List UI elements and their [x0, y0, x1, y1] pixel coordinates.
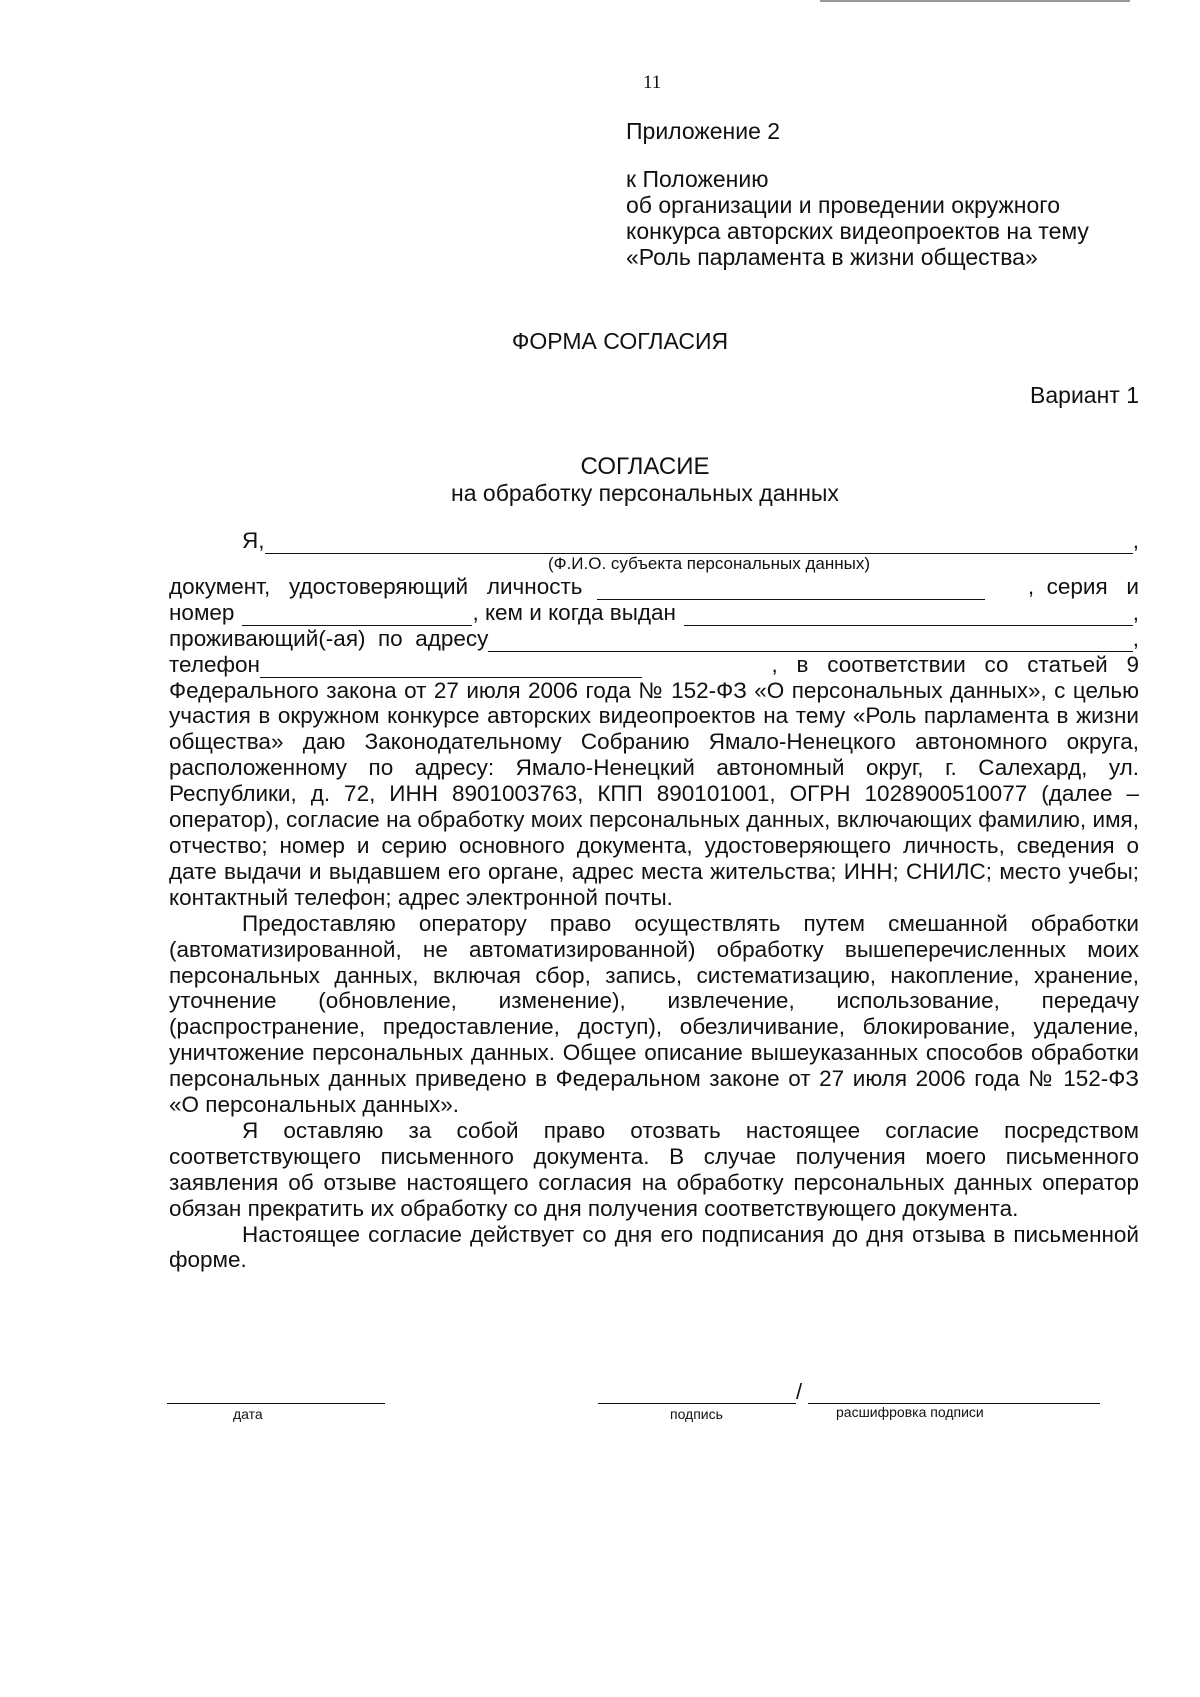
address-end: ,	[1132, 625, 1139, 651]
signature-slash: /	[796, 1379, 803, 1404]
page-number: 11	[643, 72, 662, 93]
form-title: ФОРМА СОГЛАСИЯ	[511, 328, 729, 354]
signature-label: подпись	[670, 1406, 723, 1422]
document-label: документ, удостоверяющий личность	[169, 573, 583, 599]
consent-subtitle: на обработку персональных данных	[451, 480, 839, 506]
consent-heading	[0, 454, 1200, 506]
rights-paragraph: Предоставляю оператору право осуществлять путем смешанной обработки (автоматизированной, не автоматизированной) обработку вышеперечисленных моих персональных данных, включая сбор, запись, систематизацию, накопление, хранение, уточнение (обновление, изменение), извлечение, использование, передачу (распространение, предоставление, доступ), обезличивание, блокирование, удаление, уничтожение персональных данных. Общее описание вышеуказанных способов обработки персональных данных приведено в Федеральном законе от 27 июля 2006 года № 152-ФЗ «О персональных данных».	[169, 910, 1139, 1118]
scan-edge-line	[820, 0, 1130, 2]
address-label: проживающий(-ая) по адресу	[169, 625, 489, 651]
consent-paragraph: Федерального закона от 27 июля 2006 года № 152-ФЗ «О персональных данных», с целью участия в окружном конкурсе авторских видеопроектов на тему «Роль парламента в жизни общества» даю Законодательному Собранию Ямало-Ненецкого автономного округа, расположенному по адресу: Ямало-Ненецкий автономный округ, г. Салехард, ул. Республики, д. 72, ИНН 8901003763, КПП 890101001, ОГРН 1028900510077 (далее – оператор), согласие на обработку моих персональных данных, включающих фамилию, имя, отчество; номер и серию основного документа, удостоверяющего личность, сведения о дате выдачи и выдавшем его органе, адрес места жительства; ИНН; СНИЛС; место учебы; контактный телефон; адрес электронной почты.	[169, 677, 1139, 910]
signature-block	[0, 1379, 1200, 1435]
ya-label: Я,	[242, 528, 265, 553]
document-row	[169, 574, 1139, 600]
date-label: дата	[233, 1406, 263, 1422]
address-row	[169, 626, 1139, 652]
fio-input-line[interactable]	[265, 532, 1133, 554]
fio-hint: (Ф.И.О. субъекта персональных данных)	[547, 553, 870, 573]
consent-title: СОГЛАСИЕ	[580, 453, 710, 480]
signature-decode-input-line[interactable]	[808, 1385, 1100, 1404]
address-input-line[interactable]	[488, 630, 1132, 652]
consent-body	[169, 528, 1139, 1273]
fio-end: ,	[1132, 528, 1139, 553]
number-input-line[interactable]	[242, 604, 472, 626]
fio-row	[169, 528, 1139, 554]
appendix-line: об организации и проведении окружного	[626, 192, 1060, 218]
date-input-line[interactable]	[167, 1385, 385, 1404]
signature-decode-label: расшифровка подписи	[836, 1404, 984, 1420]
number-row	[169, 600, 1139, 626]
phone-row	[169, 652, 1139, 678]
appendix-line: к Положению	[626, 166, 769, 192]
issued-input-line[interactable]	[684, 604, 1133, 626]
phone-label: телефон	[169, 651, 260, 677]
signature-input-line[interactable]	[598, 1385, 796, 1404]
withdrawal-paragraph: Я оставляю за собой право отозвать настоящее согласие посредством соответствующего письменного документа. В случае получения моего письменного заявления об отзыве настоящего согласия на обработку персональных данных оператор обязан прекратить их обработку со дня получения соответствующего документа.	[169, 1117, 1139, 1221]
variant-label: Вариант 1	[1030, 382, 1139, 408]
number-label: номер	[169, 599, 235, 625]
appendix-header	[626, 118, 1089, 270]
phone-end: , в соответствии со статьей 9	[771, 651, 1139, 677]
issued-end: ,	[1132, 599, 1139, 625]
issued-label: , кем и когда выдан	[472, 599, 676, 625]
validity-paragraph: Настоящее согласие действует со дня его подписания до дня отзыва в письменной форме.	[169, 1221, 1139, 1273]
appendix-title: Приложение 2	[626, 118, 781, 144]
appendix-line: «Роль парламента в жизни общества»	[626, 244, 1038, 270]
appendix-line: конкурса авторских видеопроектов на тему	[626, 218, 1089, 244]
phone-input-line[interactable]	[260, 656, 642, 678]
document-input-line[interactable]	[597, 578, 985, 600]
series-label: , серия и	[1027, 573, 1139, 599]
